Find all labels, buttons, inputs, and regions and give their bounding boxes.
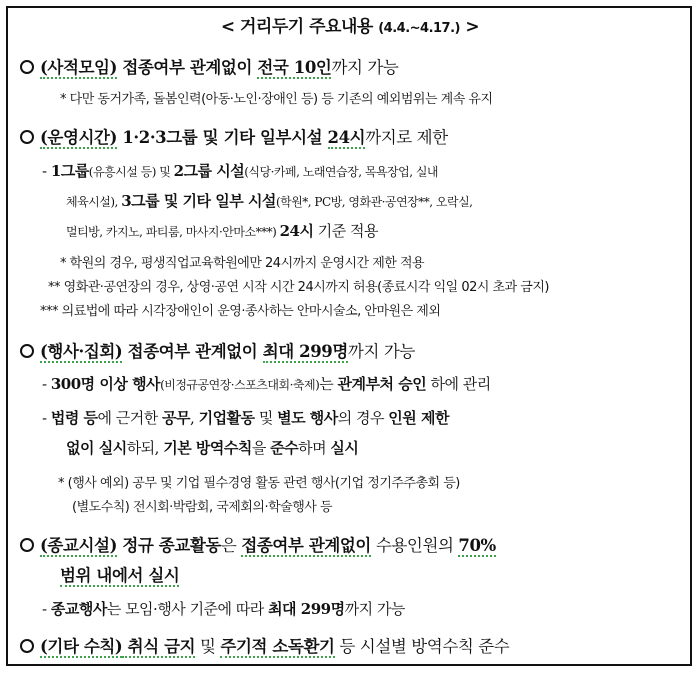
sub-item: - 법령 등에 근거한 공무, 기업활동 및 별도 행사의 경우 인원 제한	[42, 409, 449, 427]
section-heading: (종교시설)	[40, 536, 117, 555]
sub-item: - 종교행사는 모임·행사 기준에 따라 최대 299명까지 가능	[42, 600, 405, 618]
circle-bullet-icon	[20, 60, 34, 74]
circle-bullet-icon	[20, 130, 34, 144]
note: *** 의료법에 따라 시각장애인이 운영·종사하는 안마시술소, 안마원은 제외	[40, 304, 441, 319]
sub-item: - 1그룹(유흥시설 등) 및 2그룹 시설(식당·카페, 노래연습장, 목욕장업, 실내	[42, 162, 439, 180]
section-other-rules: (기타 수칙) 취식 금지 및 주기적 소독환기 등 시설별 방역수칙 준수	[20, 633, 509, 657]
circle-bullet-icon	[20, 344, 34, 358]
note: * (행사 예외) 공무 및 기업 필수경영 활동 관련 행사(기업 정기주주총회 등)	[58, 476, 460, 491]
note: ** 영화관·공연장의 경우, 상영·공연 시작 시간 24시까지 허용(종료시각 익일 02시 초과 금지)	[48, 280, 549, 295]
section-events-assemblies: (행사·집회) 접종여부 관계없이 최대 299명까지 가능	[20, 338, 415, 362]
note: * 다만 동거가족, 돌봄인력(아동·노인·장애인 등) 등 기존의 예외범위는 계속 유지	[60, 92, 493, 107]
circle-bullet-icon	[20, 538, 34, 552]
section-operating-hours: (운영시간) 1·2·3그룹 및 기타 일부시설 24시까지로 제한	[20, 124, 448, 148]
note: (별도수칙) 전시회·박람회, 국제회의·학술행사 등	[72, 500, 333, 515]
section-heading: (기타 수칙)	[40, 637, 123, 656]
sub-item-continued: 없이 실시하되, 기본 방역수칙을 준수하며 실시	[66, 439, 359, 457]
section-heading: (행사·집회)	[40, 342, 123, 361]
section-continued: 범위 내에서 실시	[60, 566, 180, 585]
page-title: < 거리두기 주요내용 (4.4.~4.17.) >	[220, 17, 480, 37]
section-religious-facilities: (종교시설) 정규 종교활동은 접종여부 관계없이 수용인원의 70%	[20, 532, 496, 556]
circle-bullet-icon	[20, 639, 34, 653]
section-heading: (사적모임)	[40, 58, 117, 77]
section-heading: (운영시간)	[40, 128, 117, 147]
section-private-gathering: (사적모임) 접종여부 관계없이 전국 10인까지 가능	[20, 54, 398, 78]
sub-item-continued: 체육시설), 3그룹 및 기타 일부 시설(학원*, PC방, 영화관·공연장**, 오락실,	[66, 192, 473, 210]
sub-item: - 300명 이상 행사(비정규공연장·스포츠대회·축제)는 관계부처 승인 하에 관리	[42, 375, 491, 393]
note: * 학원의 경우, 평생직업교육학원에만 24시까지 운영시간 제한 적용	[60, 256, 425, 271]
sub-item-continued: 멀티방, 카지노, 파티룸, 마사지·안마소***) 24시 기준 적용	[66, 222, 378, 240]
